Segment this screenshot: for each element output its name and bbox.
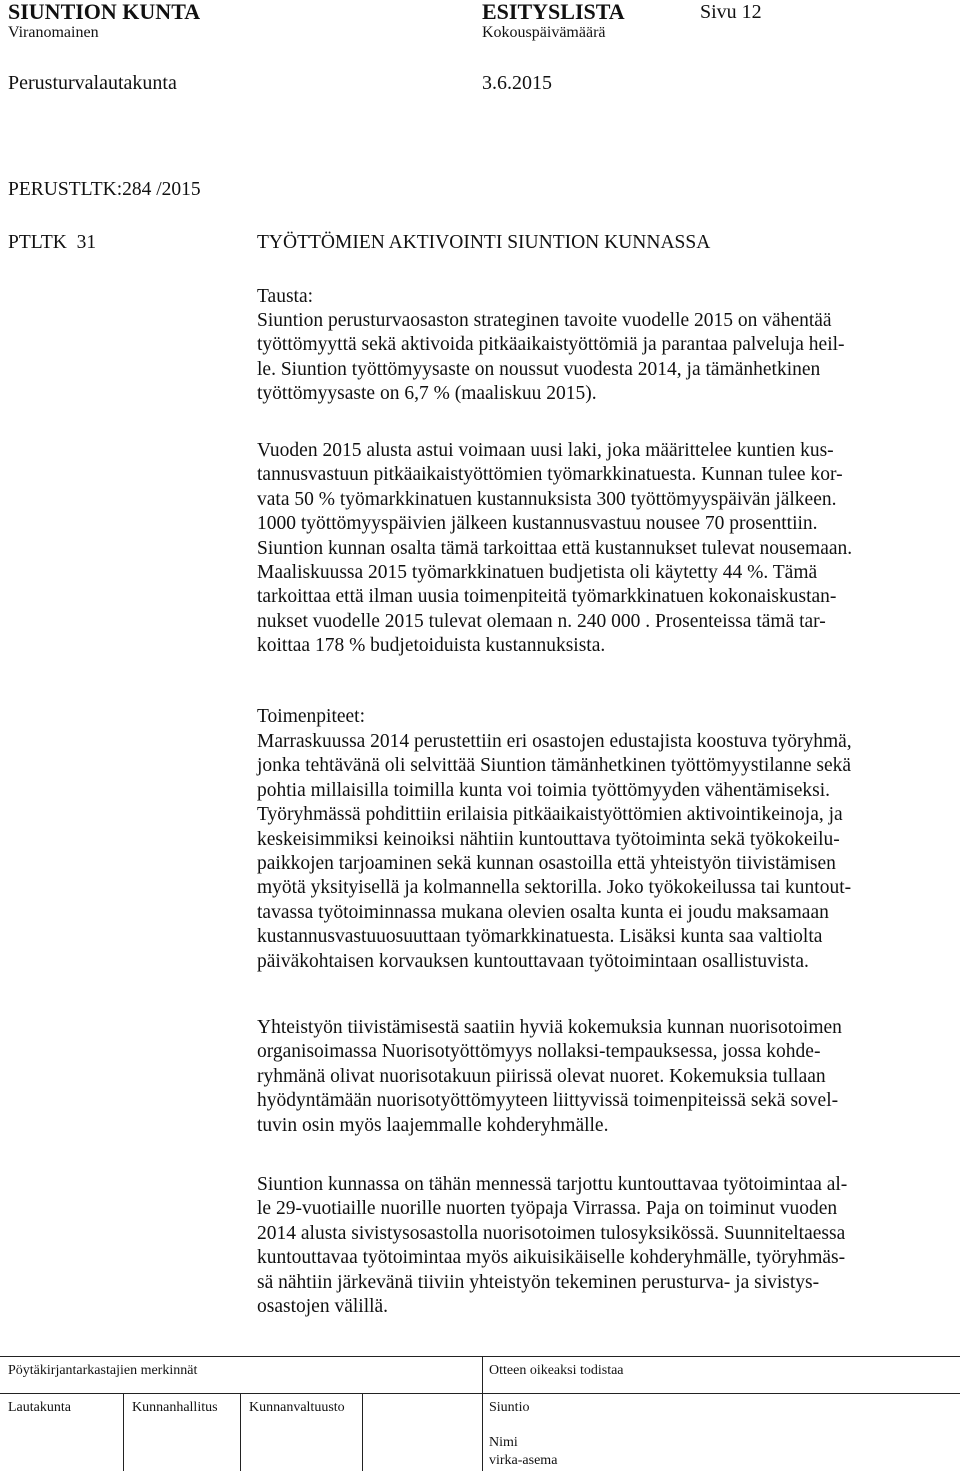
text-line: tavassa työtoiminnassa mukana olevien osalta kunta ei joudu maksamaan xyxy=(257,901,829,923)
toimenpiteet-paragraph-1 xyxy=(257,730,947,974)
text-line: tuvin osin myös laajemmalle kohderyhmälle. xyxy=(257,1114,609,1136)
text-line: le 29-vuotiaille nuorille nuorten työpaja Virrassa. Paja on toiminut vuoden xyxy=(257,1198,838,1220)
text-line: nukset vuodelle 2015 tulevat olemaan n. 240 000 . Prosenteissa tämä tar- xyxy=(257,610,826,632)
text-line: keskeisimmiksi keinoiksi nähtiin kuntouttava työtoiminta sekä työkokeilu- xyxy=(257,828,840,850)
text-line: Siuntion perusturvaosaston strateginen tavoite vuodelle 2015 on vähentää xyxy=(257,310,832,331)
footer-divider-3 xyxy=(362,1393,363,1471)
place-label: Siuntio xyxy=(489,1400,530,1415)
toimenpiteet-paragraph-2 xyxy=(257,1016,947,1138)
toimenpiteet-heading: Toimenpiteet: xyxy=(257,706,366,727)
text-line: jonka tehtävänä oli selvittää Siuntion tämänhetkinen työttömyystilanne sekä xyxy=(257,755,852,777)
reviewers-label: Pöytäkirjantarkastajien merkinnät xyxy=(8,1363,198,1378)
name-label: Nimi xyxy=(489,1435,518,1450)
text-line: Työryhmässä pohdittiin erilaisia pitkäaikaistyöttömien aktivointikeinoja, ja xyxy=(257,804,843,826)
authority-label: Viranomainen xyxy=(8,24,99,41)
text-line: päiväkohtaisen korvauksen kuntouttavaan työtoimintaan osallistuvista. xyxy=(257,950,809,972)
text-line: Maaliskuussa 2015 työmarkkinatuen budjetista oli käytetty 44 %. Tämä xyxy=(257,562,818,584)
text-line: työttömyysaste on 6,7 % (maaliskuu 2015). xyxy=(257,383,597,405)
footer-mid-rule xyxy=(0,1393,960,1394)
footer-divider-1 xyxy=(123,1393,124,1471)
text-line: organisoimassa Nuorisotyöttömyys nollaksi-tempauksessa, jossa kohde- xyxy=(257,1041,821,1063)
page-number: Sivu 12 xyxy=(700,1,762,23)
text-line: hyödyntämään nuorisotyöttömyyteen liittyvissä toimenpiteissä sekä sovel- xyxy=(257,1090,839,1112)
case-title: TYÖTTÖMIEN AKTIVOINTI SIUNTION KUNNASSA xyxy=(257,232,711,253)
tausta-heading: Tausta: xyxy=(257,286,314,307)
text-line: paikkojen tarjoaminen sekä kunnan osastoilla että yhteistyön tiivistämisen xyxy=(257,853,836,875)
toimenpiteet-paragraph-3 xyxy=(257,1173,947,1319)
text-line: 2014 alusta sivistysosastolla nuorisotoimen tulosyksikössä. Suunniteltaessa xyxy=(257,1222,846,1244)
text-line: pohtia millaisilla toimilla kunta voi toimia työttömyyden vähentämiseksi. xyxy=(257,779,831,801)
text-line: Siuntion kunnassa on tähän mennessä tarjottu kuntouttavaa työtoimintaa al- xyxy=(257,1174,848,1195)
board-name: Perusturvalautakunta xyxy=(8,72,177,94)
text-line: 1000 työttömyyspäivien jälkeen kustannusvastuu nousee 70 prosenttiin. xyxy=(257,513,818,535)
text-line: Vuoden 2015 alusta astui voimaan uusi laki, joka määrittelee kuntien kus- xyxy=(257,440,834,461)
lautakunta-label: Lautakunta xyxy=(8,1400,71,1415)
text-line: kustannusvastuuosuuttaan työmarkkinatuesta. Lisäksi kunta saa valtiolta xyxy=(257,926,823,948)
text-line: työttömyyttä sekä aktivoida pitkäaikaistyöttömiä ja parantaa palveluja heil- xyxy=(257,334,845,356)
municipality-name: SIUNTION KUNTA xyxy=(8,0,201,24)
text-line: myötä yksityisellä ja kolmannella sektorilla. Joko työkokeilussa tai kuntout- xyxy=(257,877,852,899)
footer-divider-center xyxy=(482,1356,483,1471)
document-type: ESITYSLISTA xyxy=(482,0,625,24)
tausta-paragraph-2 xyxy=(257,439,947,659)
tausta-paragraph-1 xyxy=(257,309,947,407)
text-line: kuntouttavaa työtoimintaa myös aikuisikäiselle kohderyhmälle, työryhmäs- xyxy=(257,1247,846,1269)
meeting-date-label: Kokouspäivämäärä xyxy=(482,24,606,41)
text-line: sä nähtiin järkevänä tiiviin yhteistyön tekeminen perusturva- ja sivistys- xyxy=(257,1271,820,1293)
case-reference: PERUSTLTK:284 /2015 xyxy=(8,179,201,200)
kunnanvaltuusto-label: Kunnanvaltuusto xyxy=(249,1400,345,1415)
meeting-date: 3.6.2015 xyxy=(482,72,552,94)
kunnanhallitus-label: Kunnanhallitus xyxy=(132,1400,218,1415)
certified-label: Otteen oikeaksi todistaa xyxy=(489,1363,624,1378)
text-line: osastojen välillä. xyxy=(257,1296,389,1318)
text-line: vata 50 % työmarkkinatuen kustannuksista 300 työttömyyspäivän jälkeen. xyxy=(257,488,837,510)
text-line: Siuntion kunnan osalta tämä tarkoittaa että kustannukset tulevat nousemaan. xyxy=(257,537,853,559)
text-line: tarkoittaa että ilman uusia toimenpiteitä työmarkkinatuen kokonaiskustan- xyxy=(257,586,837,608)
section-number: PTLTK 31 xyxy=(8,232,97,253)
footer-top-rule xyxy=(0,1356,960,1357)
footer-divider-2 xyxy=(240,1393,241,1471)
text-line: Marraskuussa 2014 perustettiin eri osastojen edustajista koostuva työryhmä, xyxy=(257,731,852,752)
text-line: le. Siuntion työttömyysaste on noussut vuodesta 2014, ja tämänhetkinen xyxy=(257,358,821,380)
text-line: tannusvastuun pitkäaikaistyöttömien työmarkkinatuesta. Kunnan tulee kor- xyxy=(257,464,843,486)
title-label: virka-asema xyxy=(489,1453,558,1468)
text-line: koittaa 178 % budjetoiduista kustannuksista. xyxy=(257,635,606,657)
text-line: ryhmänä olivat nuorisotakuun piirissä olevat nuoret. Kokemuksia tullaan xyxy=(257,1065,826,1087)
text-line: Yhteistyön tiivistämisestä saatiin hyviä kokemuksia kunnan nuorisotoimen xyxy=(257,1017,842,1038)
